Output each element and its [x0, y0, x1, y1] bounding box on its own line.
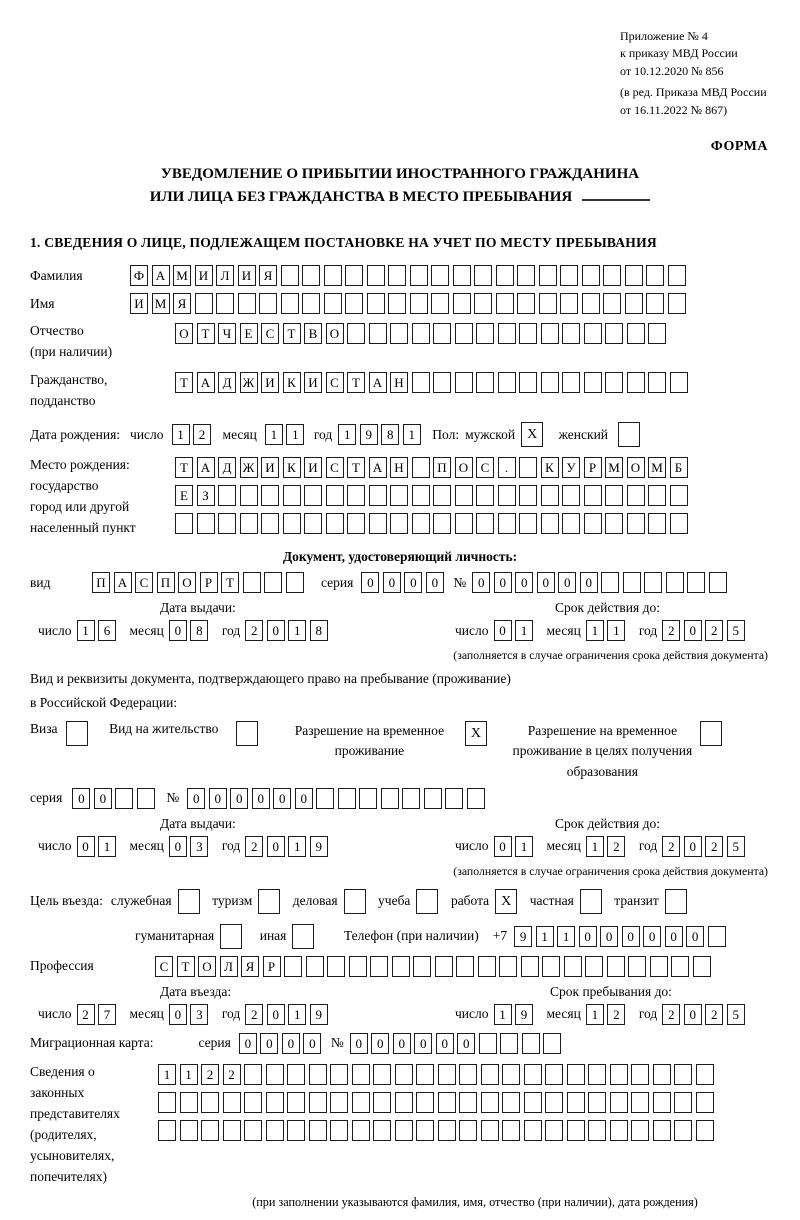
- edu-residence-label: Разрешение на временное проживание в целях получения образования: [512, 723, 693, 779]
- day-label: число: [38, 1006, 72, 1022]
- purpose-row: [30, 889, 770, 914]
- month-label: месяц: [129, 838, 164, 854]
- appendix-line: от 16.11.2022 № 867): [620, 102, 728, 117]
- resdoc-number-cells[interactable]: 0 0 0 0 0 0: [187, 788, 488, 809]
- resdoc-option-visa: [30, 721, 91, 746]
- surname-row: [30, 265, 770, 286]
- migration-card-row: [30, 1033, 770, 1054]
- day-label: число: [38, 838, 72, 854]
- private-checkbox[interactable]: [580, 889, 606, 914]
- legal-row3-cells[interactable]: [158, 1120, 717, 1141]
- iddoc-series-cells[interactable]: 0 0 0 0: [361, 572, 447, 593]
- month-label: месяц: [546, 1006, 581, 1022]
- legal-representatives-cells: [158, 1064, 717, 1148]
- iddoc-valid-heading: Срок действия до:: [555, 600, 660, 616]
- resdoc-issued-day-cells[interactable]: 0 1: [77, 836, 120, 857]
- phone-label: Телефон (при наличии): [343, 928, 479, 944]
- humanitarian-checkbox[interactable]: [220, 924, 246, 949]
- resdoc-issued-year-cells[interactable]: 2 0 1 9: [245, 836, 331, 857]
- resdoc-validity-note: (заполняется в случае ограничения срока действия документа): [453, 863, 768, 878]
- purpose-row2: [135, 924, 770, 949]
- resdoc-series-row: [30, 788, 770, 809]
- business-checkbox[interactable]: [344, 889, 370, 914]
- edu-residence-checkbox[interactable]: [700, 721, 726, 746]
- citizenship-cells[interactable]: Т А Д Ж И К И С Т А Н: [175, 372, 691, 393]
- firstname-row: [30, 293, 770, 314]
- month-label: месяц: [129, 1006, 164, 1022]
- surname-label: Фамилия: [30, 267, 83, 283]
- sex-male-label: мужской: [465, 426, 516, 442]
- purpose-option-private: частная: [530, 889, 606, 914]
- migration-card-label: Миграционная карта:: [30, 1035, 154, 1051]
- section1-heading: 1. СВЕДЕНИЯ О ЛИЦЕ, ПОДЛЕЖАЩЕМ ПОСТАНОВКЕ НА УЧЕТ ПО МЕСТУ ПРЕБЫВАНИЯ: [30, 235, 657, 251]
- forma-label: ФОРМА: [710, 138, 768, 154]
- temp-residence-checkbox[interactable]: X: [465, 721, 491, 746]
- appendix-block: [620, 28, 800, 119]
- migration-series-label: серия: [198, 1035, 231, 1051]
- year-label: год: [638, 622, 658, 638]
- migration-series-cells[interactable]: 0 0 0 0: [239, 1033, 325, 1054]
- birth-year-cells[interactable]: 1 9 8 1: [338, 424, 424, 445]
- entry-date: [30, 1004, 400, 1025]
- birth-month-cells[interactable]: 1 1: [265, 424, 308, 445]
- visa-label: Виза: [30, 721, 58, 737]
- resdoc-issued-heading: Дата выдачи:: [160, 815, 236, 831]
- residence-permit-checkbox[interactable]: [236, 721, 262, 746]
- iddoc-dates-row: [30, 620, 770, 641]
- day-label: число: [455, 622, 489, 638]
- surname-cells[interactable]: Ф А М И Л И Я: [130, 265, 689, 286]
- entry-dates-row: [30, 1004, 770, 1025]
- iddoc-series-label: серия: [321, 574, 354, 590]
- official-checkbox[interactable]: [178, 889, 204, 914]
- transit-checkbox[interactable]: [665, 889, 691, 914]
- other-purpose-checkbox[interactable]: [292, 924, 318, 949]
- firstname-cells[interactable]: И М Я: [130, 293, 689, 314]
- entry-date-heading: Дата въезда:: [160, 983, 232, 999]
- form-title-line1: УВЕДОМЛЕНИЕ О ПРИБЫТИИ ИНОСТРАННОГО ГРАЖДАНИНА: [160, 165, 640, 182]
- iddoc-heading: Документ, удостоверяющий личность:: [282, 549, 518, 565]
- entry-year-cells[interactable]: 2 0 1 9: [245, 1004, 331, 1025]
- birth-month-label: месяц: [222, 426, 257, 442]
- entry-date-headings: [30, 984, 770, 1000]
- phone-field: [334, 926, 729, 947]
- phone-prefix: +7: [492, 928, 508, 944]
- year-label: год: [221, 838, 241, 854]
- iddoc-issued-date: [30, 620, 400, 641]
- profession-cells[interactable]: С Т О Л Я Р: [155, 956, 714, 977]
- purpose-option-other: иная: [260, 924, 318, 949]
- resdoc-intro2: в Российской Федерации:: [30, 695, 178, 711]
- entry-month-cells[interactable]: 0 3: [169, 1004, 212, 1025]
- title-blank-underline: [582, 187, 650, 201]
- appendix-line: к приказу МВД России: [620, 46, 738, 61]
- resdoc-issued-month-cells[interactable]: 0 3: [169, 836, 212, 857]
- resdoc-valid-day-cells[interactable]: 0 1: [494, 836, 537, 857]
- birth-day-label: число: [130, 426, 164, 442]
- legal-row1-cells[interactable]: 1 1 2 2: [158, 1064, 717, 1085]
- stay-until-heading: Срок пребывания до:: [550, 983, 672, 999]
- birthplace-row1-cells[interactable]: Т А Д Ж И К И С Т А Н П О С . К У Р М О М Б: [175, 457, 691, 478]
- resdoc-valid-date: [400, 836, 758, 857]
- profession-row: [30, 956, 770, 977]
- iddoc-kind-cells[interactable]: П А С П О Р Т: [92, 572, 307, 593]
- legal-representatives-block: [30, 1062, 770, 1188]
- birth-day-cells[interactable]: 1 2: [172, 424, 215, 445]
- iddoc-issued-day-cells[interactable]: 1 6: [77, 620, 120, 641]
- citizenship-row: [30, 370, 770, 412]
- patronymic-label: Отчество (при наличии): [30, 323, 113, 360]
- iddoc-date-headings: [30, 600, 770, 616]
- stay-year-cells[interactable]: 2 0 2 5: [662, 1004, 748, 1025]
- firstname-label: Имя: [30, 295, 55, 311]
- entry-day-cells[interactable]: 2 7: [77, 1004, 120, 1025]
- form-title: [30, 163, 770, 210]
- appendix-line: Приложение № 4: [620, 29, 708, 43]
- resdoc-valid-year-cells[interactable]: 2 0 2 5: [662, 836, 748, 857]
- resdoc-intro1: Вид и реквизиты документа, подтверждающего право на пребывание (проживание): [30, 671, 511, 687]
- birth-year-label: год: [313, 426, 333, 442]
- iddoc-number-label: №: [453, 574, 467, 590]
- purpose-label: Цель въезда:: [30, 893, 103, 909]
- sex-female-checkbox[interactable]: [618, 422, 644, 447]
- birthplace-cells: [175, 457, 691, 541]
- birthdate-label: Дата рождения:: [30, 426, 121, 442]
- profession-label: Профессия: [30, 958, 94, 974]
- year-label: год: [221, 1006, 241, 1022]
- resdoc-issued-date: [30, 836, 400, 857]
- residence-permit-label: Вид на жительство: [109, 721, 219, 737]
- purpose-option-study: учеба: [378, 889, 442, 914]
- month-label: месяц: [129, 622, 164, 638]
- purpose-option-humanitarian: гуманитарная: [135, 924, 246, 949]
- purpose-option-official: служебная: [111, 889, 203, 914]
- iddoc-issued-year-cells[interactable]: 2 0 1 8: [245, 620, 331, 641]
- resdoc-option-edu-residence: [512, 721, 726, 782]
- legal-representatives-note: (при заполнении указываются фамилия, имя, отчество (при наличии), дата рождения): [252, 1195, 698, 1210]
- appendix-line: от 10.12.2020 № 856: [620, 63, 724, 78]
- iddoc-number-cells[interactable]: 0 0 0 0 0 0: [472, 572, 730, 593]
- resdoc-date-headings: [30, 816, 770, 832]
- phone-cells[interactable]: 9 1 1 0 0 0 0 0 0: [514, 926, 729, 947]
- month-label: месяц: [546, 622, 581, 638]
- resdoc-options-row: [30, 721, 770, 782]
- purpose-option-tourism: туризм: [212, 889, 284, 914]
- resdoc-number-label: №: [166, 790, 180, 806]
- patronymic-row: [30, 321, 770, 363]
- resdoc-series-cells[interactable]: 0 0: [72, 788, 158, 809]
- stay-month-cells[interactable]: 1 2: [586, 1004, 629, 1025]
- year-label: год: [638, 1006, 658, 1022]
- purpose-option-transit: транзит: [614, 889, 690, 914]
- purpose-option-business: деловая: [293, 889, 369, 914]
- resdoc-valid-heading: Срок действия до:: [555, 815, 660, 831]
- legal-row2-cells[interactable]: [158, 1092, 717, 1113]
- tourism-checkbox[interactable]: [258, 889, 284, 914]
- day-label: число: [38, 622, 72, 638]
- year-label: год: [638, 838, 658, 854]
- year-label: год: [221, 622, 241, 638]
- stay-until-date: [400, 1004, 758, 1025]
- migration-number-cells[interactable]: 0 0 0 0 0 0: [350, 1033, 565, 1054]
- iddoc-valid-date: [400, 620, 758, 641]
- iddoc-valid-day-cells[interactable]: 0 1: [494, 620, 537, 641]
- birthplace-row2-cells[interactable]: Е З: [175, 485, 691, 506]
- sex-female-label: женский: [558, 426, 609, 442]
- iddoc-issued-month-cells[interactable]: 0 8: [169, 620, 212, 641]
- sex-male-checkbox[interactable]: X: [521, 422, 547, 447]
- citizenship-label: Гражданство, подданство: [30, 372, 108, 409]
- birthplace-row3-cells[interactable]: [175, 513, 691, 534]
- stay-day-cells[interactable]: 1 9: [494, 1004, 537, 1025]
- day-label: число: [455, 838, 489, 854]
- iddoc-valid-month-cells[interactable]: 1 1: [586, 620, 629, 641]
- visa-checkbox[interactable]: [66, 721, 92, 746]
- work-checkbox[interactable]: X: [495, 889, 521, 914]
- form-title-line2: ИЛИ ЛИЦА БЕЗ ГРАЖДАНСТВА В МЕСТО ПРЕБЫВАНИЯ: [30, 186, 770, 209]
- resdoc-option-residence-permit: [109, 721, 262, 746]
- appendix-line: (в ред. Приказа МВД России: [620, 85, 767, 100]
- iddoc-validity-note: (заполняется в случае ограничения срока действия документа): [453, 648, 768, 663]
- birthdate-row: [30, 422, 770, 447]
- study-checkbox[interactable]: [416, 889, 442, 914]
- purpose-option-work: работа X: [451, 889, 521, 914]
- birthplace-label: Место рождения: государство город или другой населенный пункт: [30, 457, 136, 535]
- day-label: число: [455, 1006, 489, 1022]
- iddoc-valid-year-cells[interactable]: 2 0 2 5: [662, 620, 748, 641]
- legal-representatives-label: Сведения о законных представителях (родителях, усыновителях, попечителях): [30, 1063, 120, 1184]
- iddoc-kind-row: [30, 572, 770, 593]
- resdoc-dates-row: [30, 836, 770, 857]
- iddoc-issued-heading: Дата выдачи:: [160, 600, 236, 616]
- resdoc-option-temp-residence: [282, 721, 491, 762]
- birthplace-block: [30, 455, 770, 541]
- month-label: месяц: [546, 838, 581, 854]
- sex-label: Пол:: [432, 426, 460, 442]
- resdoc-valid-month-cells[interactable]: 1 2: [586, 836, 629, 857]
- temp-residence-label: Разрешение на временное проживание: [294, 723, 445, 759]
- migration-number-label: №: [330, 1035, 344, 1051]
- iddoc-kind-label: вид: [30, 574, 51, 590]
- resdoc-series-label: серия: [30, 790, 63, 806]
- patronymic-cells[interactable]: О Т Ч Е С Т В О: [175, 323, 670, 344]
